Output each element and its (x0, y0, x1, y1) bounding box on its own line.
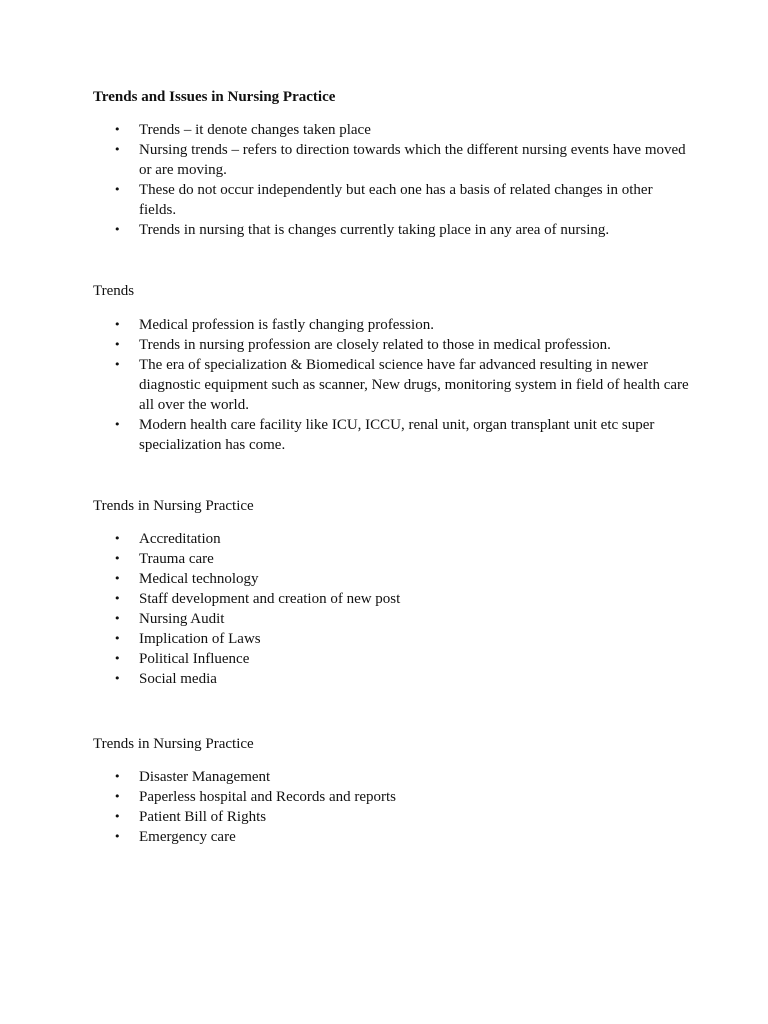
list-item (93, 529, 693, 549)
list-item (93, 629, 693, 649)
bullet-icon: • (114, 183, 121, 196)
section-trends-in-nursing-practice-2 (93, 734, 693, 847)
bullet-list (93, 120, 693, 240)
list-item-text: Staff development and creation of new post (139, 591, 401, 607)
list-item (93, 589, 693, 609)
bullet-icon: • (114, 810, 121, 823)
list-item-text: Paperless hospital and Records and reports (139, 789, 397, 805)
list-item (93, 787, 693, 807)
list-item (93, 315, 693, 335)
bullet-icon: • (114, 770, 121, 783)
bullet-icon: • (114, 318, 121, 331)
list-item-text: Social media (139, 671, 217, 687)
list-item-text: Patient Bill of Rights (139, 809, 267, 825)
list-item-text: Implication of Laws (139, 631, 261, 647)
bullet-icon: • (114, 572, 121, 585)
list-item (93, 335, 693, 355)
list-item-text: Disaster Management (139, 769, 271, 785)
bullet-icon: • (114, 790, 121, 803)
bullet-icon: • (114, 652, 121, 665)
list-item-text: Accreditation (139, 531, 221, 547)
list-item (93, 767, 693, 787)
bullet-icon: • (114, 672, 121, 685)
section-heading: Trends and Issues in Nursing Practice (93, 89, 336, 105)
bullet-icon: • (114, 223, 121, 236)
bullet-icon: • (114, 418, 121, 431)
list-item-text: Nursing trends – refers to direction towards which the different nursing events have moved or are moving. (139, 142, 686, 178)
list-item (93, 609, 693, 629)
list-item (93, 669, 693, 689)
list-item (93, 120, 693, 140)
bullet-icon: • (114, 532, 121, 545)
list-item-text: Medical profession is fastly changing profession. (139, 317, 434, 333)
list-item-text: The era of specialization & Biomedical science have far advanced resulting in newer diagnostic equipment such as scanner, New drugs, monitoring system in field of health care all over the world. (139, 357, 689, 413)
section-trends (93, 281, 693, 455)
list-item-text: These do not occur independently but each one has a basis of related changes in other fields. (139, 182, 653, 218)
list-item (93, 827, 693, 847)
list-item (93, 220, 693, 240)
list-item (93, 415, 693, 455)
list-item-text: Modern health care facility like ICU, ICCU, renal unit, organ transplant unit etc super specialization has come. (139, 417, 655, 453)
bullet-list (93, 529, 693, 689)
bullet-list (93, 767, 693, 847)
bullet-icon: • (114, 338, 121, 351)
section-heading: Trends in Nursing Practice (93, 736, 254, 752)
list-item-text: Nursing Audit (139, 611, 225, 627)
list-item-text: Trends – it denote changes taken place (139, 122, 371, 138)
list-item (93, 569, 693, 589)
bullet-icon: • (114, 830, 121, 843)
bullet-icon: • (114, 358, 121, 371)
list-item-text: Trends in nursing profession are closely related to those in medical profession. (139, 337, 611, 353)
list-item (93, 180, 693, 220)
bullet-icon: • (114, 612, 121, 625)
section-heading: Trends in Nursing Practice (93, 498, 254, 514)
bullet-icon: • (114, 123, 121, 136)
list-item (93, 140, 693, 180)
list-item (93, 355, 693, 415)
bullet-icon: • (114, 632, 121, 645)
section-trends-in-nursing-practice (93, 496, 693, 689)
bullet-icon: • (114, 143, 121, 156)
list-item (93, 649, 693, 669)
list-item-text: Political Influence (139, 651, 250, 667)
list-item (93, 549, 693, 569)
bullet-icon: • (114, 552, 121, 565)
list-item-text: Medical technology (139, 571, 259, 587)
list-item-text: Trauma care (139, 551, 214, 567)
section-intro (93, 87, 693, 240)
section-heading: Trends (93, 283, 135, 299)
list-item (93, 807, 693, 827)
list-item-text: Emergency care (139, 829, 236, 845)
list-item-text: Trends in nursing that is changes currently taking place in any area of nursing. (139, 222, 610, 238)
bullet-list (93, 315, 693, 455)
bullet-icon: • (114, 592, 121, 605)
